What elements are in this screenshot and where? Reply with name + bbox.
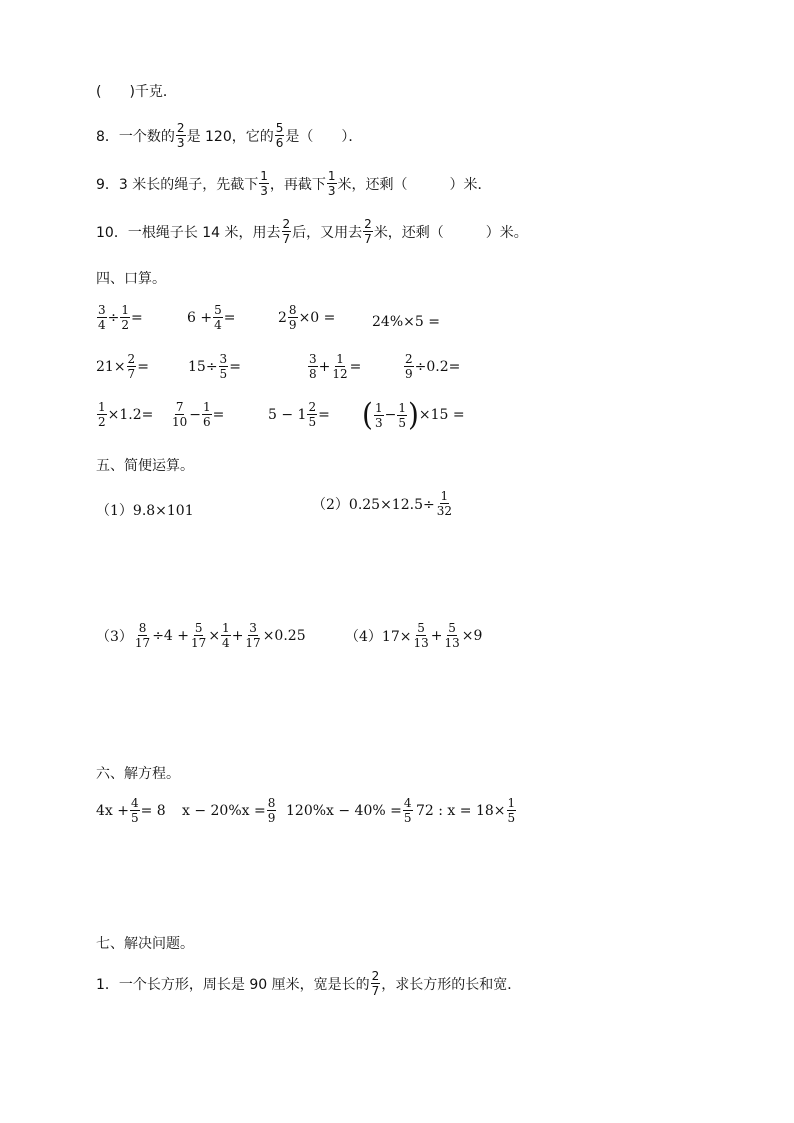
q8-text-c: 是（ ）． — [285, 128, 363, 145]
oral-r3c2 — [170, 401, 224, 428]
expr-text: 6 + — [187, 309, 213, 326]
section-7-heading: 七、解决问题。 — [96, 936, 194, 952]
oral-r1c2 — [187, 304, 235, 331]
simplify-2 — [312, 490, 454, 517]
q9-text-a: 9．3 米长的绳子，先截下 — [96, 176, 259, 193]
q10-text-a: 10．一根绳子长 14 米，用去 — [96, 224, 281, 241]
q8-text-b: 是 120，它的 — [186, 128, 274, 145]
fraction: $\frac{5}{17}$ — [191, 621, 207, 650]
fraction: $\frac{3}{17}$ — [245, 621, 261, 650]
fraction: 2 3 — [176, 121, 185, 150]
simplify-3 — [96, 622, 306, 649]
q10-text-c: 米，还剩（ ）米。 — [373, 224, 528, 241]
q9-text-c: 米，还剩（ ）米． — [337, 176, 492, 193]
fraction: $\frac{8}{9}$ — [267, 796, 276, 825]
expr-text: ×9 — [461, 627, 483, 644]
fraction: 2 7 — [371, 969, 380, 998]
fraction: $\frac{1}{5}$ — [507, 796, 516, 825]
expr-text: 21× — [96, 358, 126, 375]
fraction: $\frac{3}{4}$ — [98, 303, 106, 332]
equation-2 — [182, 797, 277, 824]
expr-text: 5 − 1 — [268, 406, 307, 423]
problem-text-b: ，求长方形的长和宽． — [381, 976, 522, 993]
fraction: 2 7 — [364, 217, 372, 246]
expr-text: 15÷ — [188, 358, 218, 375]
equation-3 — [286, 797, 414, 824]
equals: = — [131, 309, 143, 326]
problem-text-a: 1．一个长方形，周长是 90 厘米，宽是长的 — [96, 976, 370, 993]
fraction: $\frac{8}{9}$ — [288, 303, 297, 332]
fraction: $\frac{1}{5}$ — [398, 400, 406, 430]
oral-r1c1 — [96, 304, 143, 331]
operator: ÷ — [107, 309, 120, 326]
fraction: $\frac{8}{17}$ — [134, 621, 151, 650]
expr-text: 72 : x = 18× — [416, 802, 506, 819]
fraction: $\frac{5}{13}$ — [444, 621, 460, 650]
expr-text: ÷0.2= — [414, 358, 461, 375]
operator: − — [189, 406, 202, 423]
fraction: 1 3 — [327, 169, 336, 198]
fraction: $\frac{1}{4}$ — [222, 621, 230, 650]
section-4-heading: 四、口算。 — [96, 271, 166, 287]
fraction: 1 3 — [374, 400, 383, 430]
expr-text: 120%x − 40% = — [286, 802, 402, 819]
question-10 — [96, 218, 528, 245]
fraction: $\frac{4}{5}$ — [130, 796, 139, 825]
fraction: 1 3 — [260, 169, 268, 198]
oral-r2c3 — [307, 353, 361, 380]
problem-1 — [96, 970, 521, 997]
expr-text: ÷4 + — [152, 627, 190, 644]
section-5-heading: 五、简便运算。 — [96, 458, 194, 474]
fraction: $\frac{4}{5}$ — [403, 796, 412, 825]
equals: = — [349, 358, 362, 375]
question-9 — [96, 170, 492, 197]
question-8 — [96, 122, 362, 149]
fraction: $\frac{5}{13}$ — [413, 621, 429, 650]
right-paren: ) — [407, 396, 419, 433]
fraction: $\frac{1}{2}$ — [98, 400, 106, 429]
fraction: $\frac{2}{7}$ — [127, 352, 136, 381]
fraction: 2 7 — [282, 217, 291, 246]
simplify-4 — [345, 622, 482, 649]
oral-r3c4 — [362, 396, 465, 433]
expr-text: ×0.25 — [262, 627, 306, 644]
operator: + — [318, 358, 331, 375]
expr-text: ×0 = — [298, 309, 336, 326]
oral-r2c4 — [403, 353, 460, 380]
equation-4 — [416, 797, 517, 824]
oral-r3c1 — [96, 401, 153, 428]
fraction: $\frac{2}{5}$ — [308, 400, 317, 429]
expr-text: ×15 = — [418, 407, 465, 423]
expr-text: （4）17× — [345, 628, 412, 645]
fraction: $\frac{1}{12}$ — [332, 352, 348, 381]
fraction: $\frac{1}{6}$ — [203, 400, 211, 429]
expr-text: = 8 — [140, 802, 166, 819]
fraction: 3 8 — [309, 352, 317, 381]
fraction: 5 6 — [275, 121, 284, 150]
equals: = — [318, 406, 330, 423]
expr-text: （2）0.25×12.5÷ — [312, 496, 435, 513]
section-6-heading: 六、解方程。 — [96, 766, 180, 782]
oral-r1c3 — [278, 304, 335, 331]
expr-text: + — [430, 627, 443, 644]
expr-text: x − 20%x = — [182, 802, 266, 819]
equals: = — [223, 309, 236, 326]
left-paren: ( — [362, 396, 373, 433]
q10-text-b: 后，又用去 — [292, 224, 363, 241]
equals: = — [229, 358, 241, 375]
fraction: $\frac{1}{2}$ — [121, 303, 130, 332]
oral-r1c4: 24%×5 = — [372, 314, 440, 330]
expr-text: （3） — [96, 628, 133, 645]
question-7-tail: ( )千克． — [96, 84, 177, 100]
oral-r3c3 — [268, 401, 330, 428]
equals: = — [137, 358, 149, 375]
fraction: $\frac{3}{5}$ — [219, 352, 228, 381]
fraction: $\frac{5}{4}$ — [214, 303, 222, 332]
fraction: 7 10 — [172, 400, 188, 429]
expr-text: ×1.2= — [107, 406, 154, 423]
q8-text-a: 8．一个数的 — [96, 128, 175, 145]
simplify-1: （1）9.8×101 — [96, 503, 194, 519]
oral-r2c1 — [96, 353, 149, 380]
equation-1 — [96, 797, 166, 824]
q9-text-b: ，再截下 — [269, 176, 326, 193]
oral-r2c2 — [188, 353, 241, 380]
expr-text: 4x + — [96, 802, 129, 819]
expr-text: + — [231, 627, 244, 644]
fraction: $\frac{2}{9}$ — [405, 352, 413, 381]
expr-text: × — [208, 627, 221, 644]
equals: = — [212, 406, 225, 423]
fraction: $\frac{1}{32}$ — [436, 489, 452, 518]
operator: − — [384, 407, 397, 423]
whole-number: 2 — [278, 309, 287, 326]
